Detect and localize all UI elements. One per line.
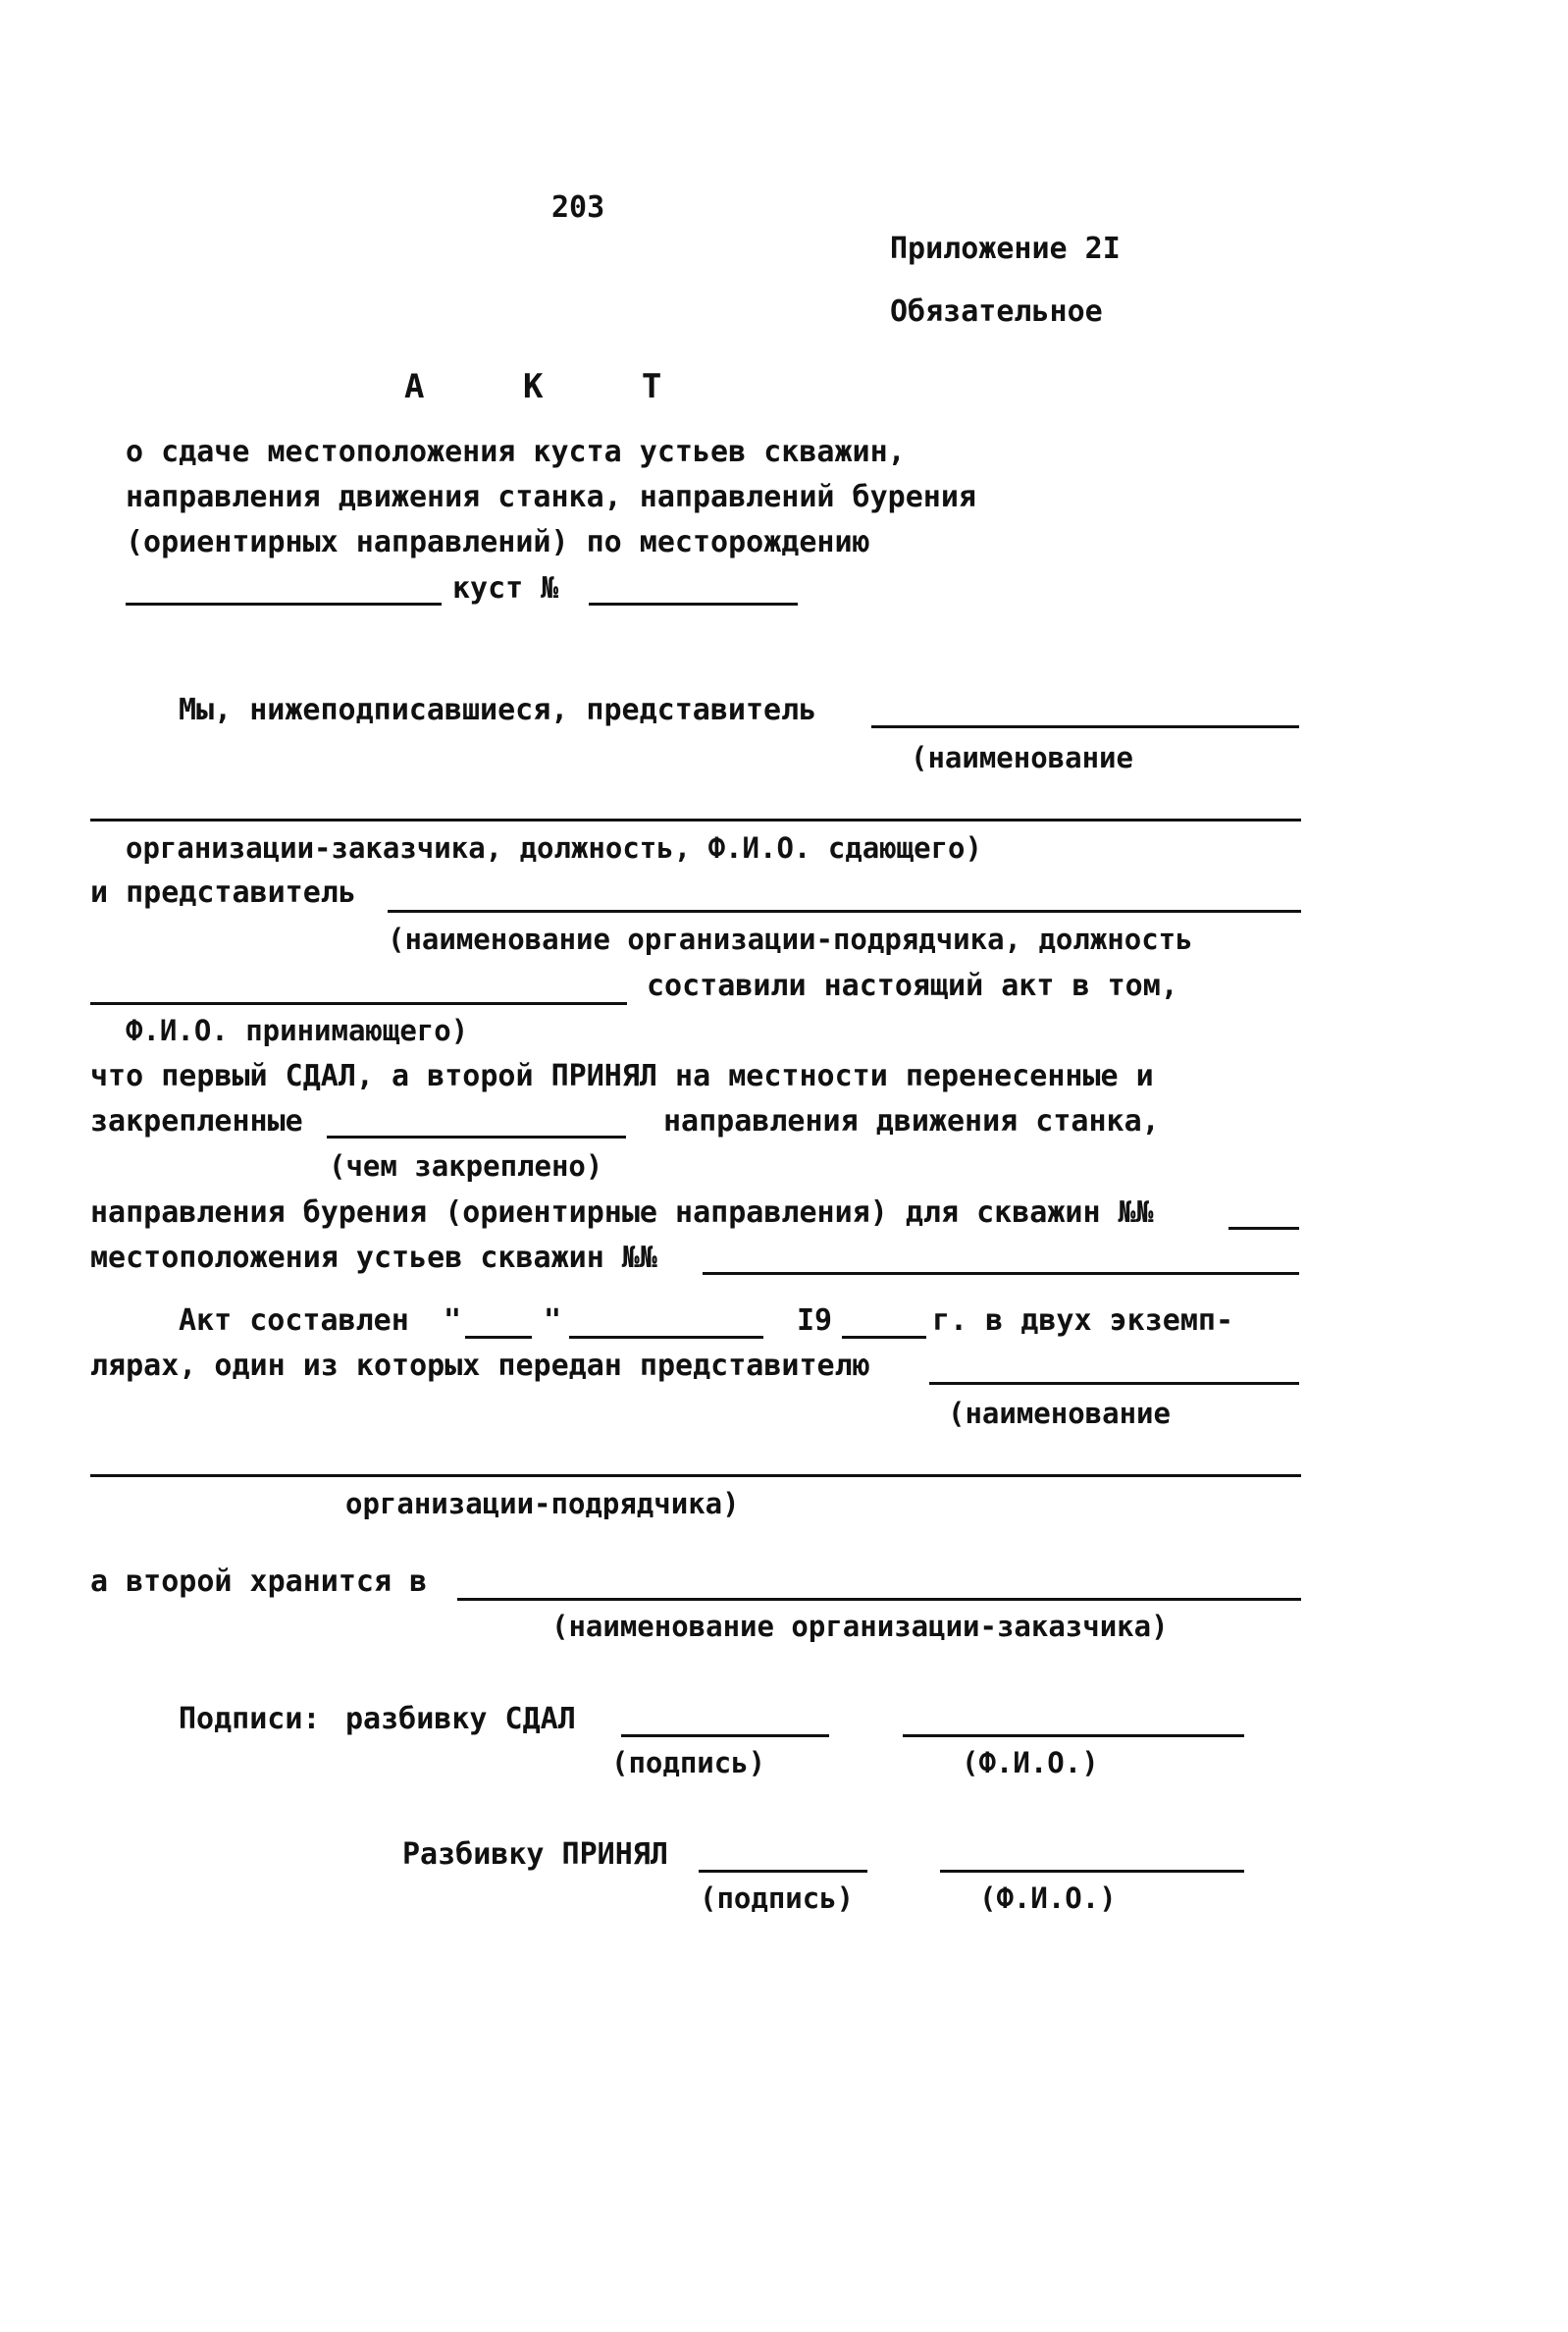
hint-name: (наименование — [911, 741, 1133, 774]
appendix-label: Приложение 2I — [890, 232, 1121, 266]
well-locations-blank — [703, 1272, 1299, 1275]
and-representative: и представитель — [90, 875, 356, 910]
year-suffix: г. в двух экземп- — [932, 1303, 1234, 1338]
year-blank — [842, 1336, 926, 1339]
signatures-label: Подписи: — [179, 1702, 321, 1736]
handed-over-signature-hint: (подпись) — [611, 1746, 766, 1779]
accepted-name-blank — [940, 1870, 1244, 1873]
fixed-blank — [327, 1136, 626, 1139]
well-locations: местоположения устьев скважин №№ — [90, 1241, 657, 1275]
handed-over-name-hint: (Ф.И.О.) — [962, 1746, 1099, 1779]
contractor-org-blank — [90, 1474, 1301, 1477]
handed-over-name-blank — [903, 1734, 1244, 1737]
accepted-signature-hint: (подпись) — [700, 1882, 855, 1915]
drill-directions: направления бурения (ориентирные направления) для скважин №№ — [90, 1195, 1154, 1230]
accepted-signature-blank — [699, 1870, 867, 1873]
intro-text: Мы, нижеподписавшиеся, представитель — [179, 693, 817, 727]
subtitle-line-3: (ориентирных направлений) по месторождению — [126, 525, 870, 559]
field-name-blank — [126, 603, 442, 606]
quote-open: " — [444, 1303, 462, 1338]
copy-recipient-blank — [929, 1382, 1299, 1385]
handed-over-signature-blank — [621, 1734, 829, 1737]
customer-org-blank — [90, 819, 1301, 822]
month-blank — [569, 1336, 763, 1339]
copies-line: ляpax, один из которых передан представителю — [90, 1349, 870, 1383]
quote-close: " — [544, 1303, 562, 1338]
bush-number-blank — [589, 603, 798, 606]
representative-blank — [871, 725, 1299, 728]
accepted-name-hint: (Ф.И.О.) — [979, 1882, 1117, 1915]
hint-customer: организации-заказчика, должность, Ф.И.О. сдающего) — [126, 831, 982, 865]
storage-blank — [457, 1598, 1301, 1601]
hint-fixed-by: (чем закреплено) — [329, 1149, 603, 1183]
act-compiled: Акт составлен — [179, 1303, 409, 1338]
status-label: Обязательное — [890, 294, 1103, 329]
wells-blank — [1228, 1227, 1299, 1230]
fixed-label: закрепленные — [90, 1104, 303, 1139]
day-blank — [465, 1336, 532, 1339]
first-handed-line: что первый СДАЛ, а второй ПРИНЯЛ на местности перенесенные и — [90, 1059, 1154, 1093]
document-title: А К Т — [404, 367, 702, 406]
compiled-text: составили настоящий акт в том, — [647, 969, 1178, 1003]
accepted-label: Разбивку ПРИНЯЛ — [402, 1837, 668, 1872]
directions-machine: направления движения станка, — [663, 1104, 1160, 1139]
handed-over-label: разбивку СДАЛ — [345, 1702, 576, 1736]
page-number: 203 — [551, 190, 605, 225]
subtitle-line-2: направления движения станка, направлений бурения — [126, 480, 976, 514]
hint-customer-org: (наименование организации-заказчика) — [551, 1610, 1169, 1643]
hint-contractor: (наименование организации-подрядчика, должность — [388, 923, 1193, 956]
hint-contractor-org: организации-подрядчика) — [345, 1487, 740, 1520]
contractor-blank — [388, 910, 1301, 913]
position-blank — [90, 1002, 627, 1005]
subtitle-line-1: о сдаче местоположения куста устьев скважин, — [126, 435, 906, 469]
year-prefix: I9 — [797, 1303, 833, 1338]
hint-receiver: Ф.И.О. принимающего) — [126, 1014, 469, 1047]
bush-label: куст № — [452, 571, 559, 606]
hint-name-2: (наименование — [948, 1397, 1171, 1430]
second-kept: а второй хранится в — [90, 1564, 428, 1599]
